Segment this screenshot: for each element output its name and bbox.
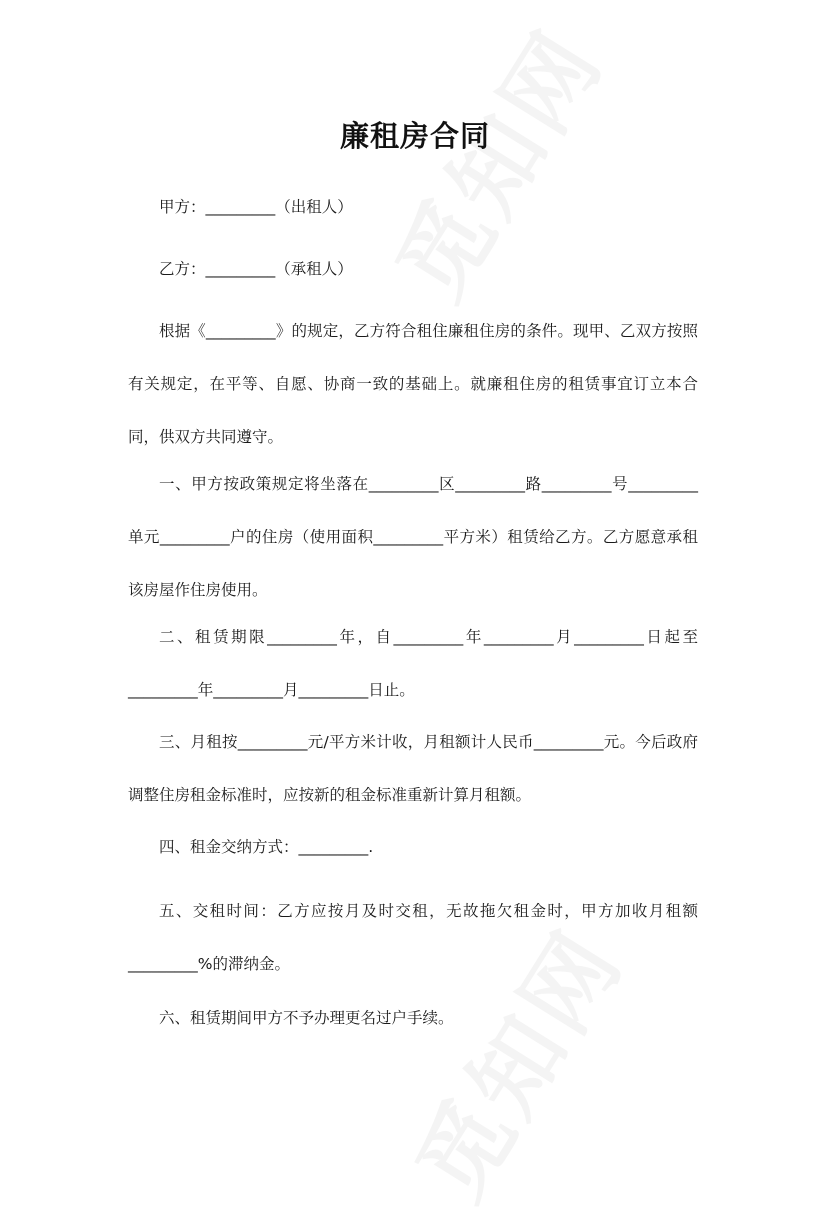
clause-6-paragraph: 六、租赁期间甲方不予办理更名过户手续。 bbox=[159, 1009, 454, 1027]
clause-4-paragraph: 四、租金交纳方式：_________. bbox=[159, 838, 374, 856]
clause-5-paragraph: 五、交租时间：乙方应按月及时交租，无故拖欠租金时，甲方加收月租额_________%的滞纳金。 bbox=[128, 902, 698, 973]
clause-2-paragraph: 二、租赁期限_________年，自_________年_________月_________日起至_________年_________月_________日止。 bbox=[128, 628, 698, 699]
clause-3-paragraph: 三、月租按_________元/平方米计收，月租额计人民币_________元。今后政府调整住房租金标准时，应按新的租金标准重新计算月租额。 bbox=[128, 733, 698, 804]
document-title: 廉租房合同 bbox=[339, 119, 490, 153]
preamble-paragraph: 根据《_________》的规定，乙方符合租住廉租住房的条件。现甲、乙双方按照有关规定，在平等、自愿、协商一致的基础上。就廉租住房的租赁事宜订立本合同，供双方共同遵守。 bbox=[128, 322, 698, 446]
party-b-line: 乙方：_________（承租人） bbox=[159, 260, 353, 278]
party-a-line: 甲方：_________（出租人） bbox=[159, 198, 353, 216]
clause-1-paragraph: 一、甲方按政策规定将坐落在_________区_________路_________号_________单元_________户的住房（使用面积_________平方米）租赁给乙方。乙方愿意承租该房屋作住房使用。 bbox=[128, 475, 698, 599]
